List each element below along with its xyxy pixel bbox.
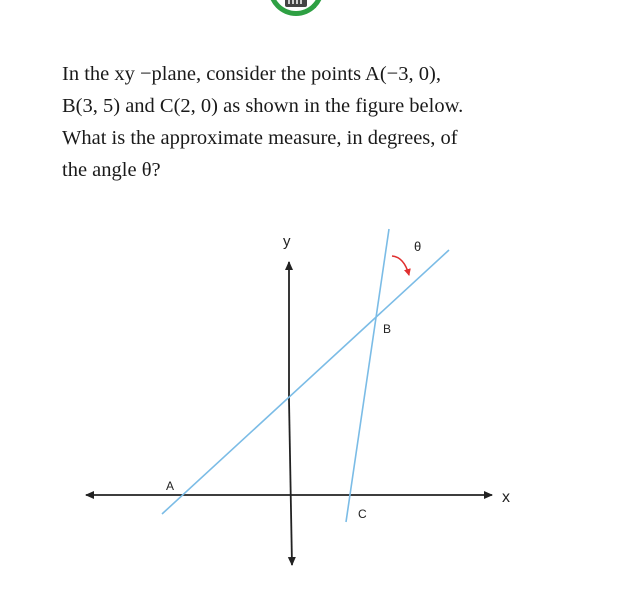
line-ab bbox=[162, 250, 449, 514]
point-a-label: A bbox=[166, 479, 175, 493]
x-axis-label: x bbox=[502, 489, 510, 506]
question-line-3: What is the approximate measure, in degrees, of bbox=[62, 127, 458, 149]
question-line-1: In the xy −plane, consider the points A(−3, 0), bbox=[62, 63, 441, 85]
point-c-label: C bbox=[358, 507, 367, 521]
question-line-2: B(3, 5) and C(2, 0) as shown in the figure below. bbox=[62, 95, 464, 117]
angle-theta-arc bbox=[392, 256, 409, 275]
y-axis-label: y bbox=[283, 233, 291, 250]
question-line-4: the angle θ? bbox=[62, 159, 161, 181]
angle-theta-label: θ bbox=[414, 239, 422, 254]
line-cb bbox=[346, 229, 392, 522]
y-axis-negative bbox=[289, 400, 292, 565]
point-b-label: B bbox=[383, 322, 392, 336]
